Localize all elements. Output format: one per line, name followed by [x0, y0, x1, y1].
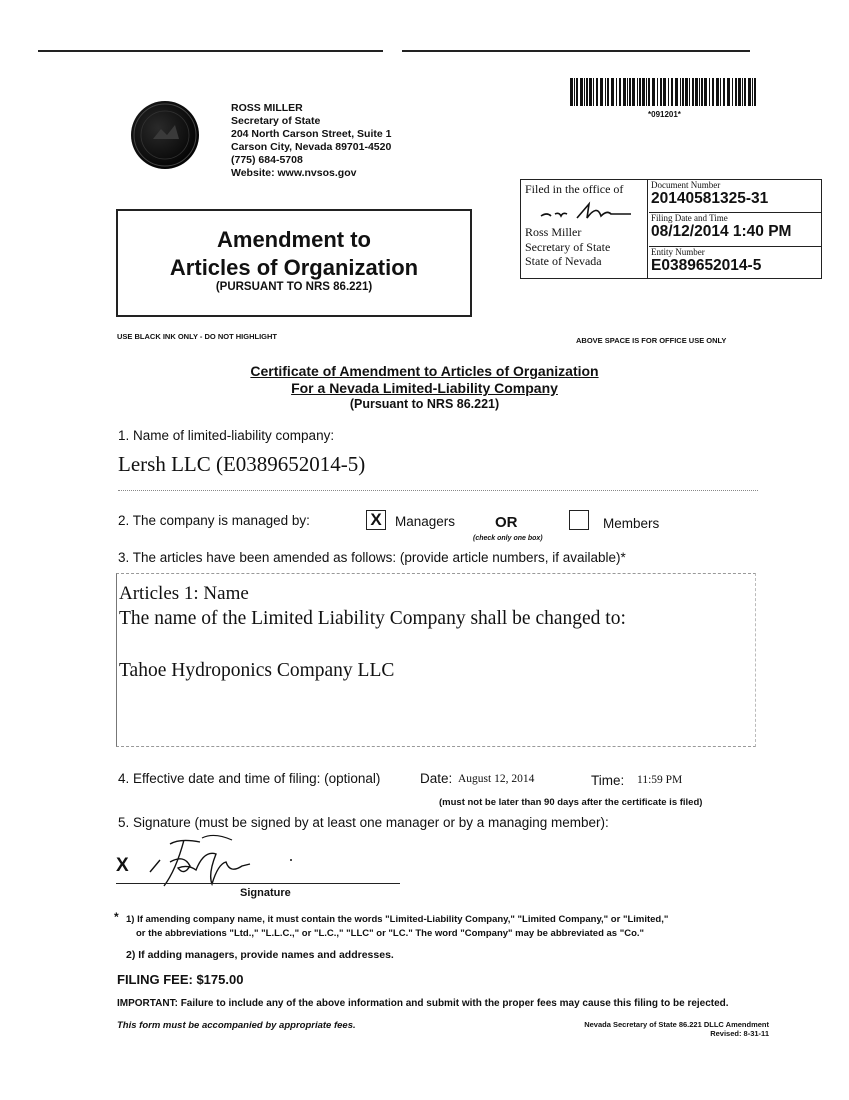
barcode-bar: [735, 78, 737, 106]
document-number: 20140581325-31: [651, 190, 769, 207]
filed-in-label: Filed in the office of: [525, 182, 624, 196]
footnote-star: *: [114, 910, 119, 924]
filing-date: 08/12/2014 1:40 PM: [651, 223, 792, 240]
footnote1-line1: 1) If amending company name, it must contain the words "Limited-Liability Company," "Limited Company," or "Limited,": [126, 914, 669, 925]
q4-label: 4. Effective date and time of filing: (optional): [118, 771, 381, 786]
office-use-notice: ABOVE SPACE IS FOR OFFICE USE ONLY: [576, 336, 727, 345]
barcode-bar: [695, 78, 698, 106]
form-title-line2: Articles of Organization: [169, 255, 419, 280]
barcode-bar: [682, 78, 684, 106]
certificate-line1: Certificate of Amendment to Articles of Organization: [250, 363, 599, 379]
address-line2: Carson City, Nevada 89701-4520: [231, 141, 392, 153]
form-title-box: [116, 209, 472, 317]
time-label: Time:: [591, 773, 625, 788]
filed-office: [521, 180, 648, 278]
document-number-cell: [649, 180, 821, 213]
managers-label: Managers: [395, 514, 456, 529]
barcode-bar: [732, 78, 733, 106]
signature-line[interactable]: [116, 883, 400, 884]
document-number-label: Document Number: [651, 180, 721, 190]
secretary-title: Secretary of State: [231, 115, 321, 127]
check-only-one-note: (check only one box): [473, 535, 543, 542]
top-rule-right: [402, 50, 750, 52]
or-label: OR: [495, 514, 518, 531]
barcode-bar: [632, 78, 635, 106]
secretary-info: [231, 102, 391, 180]
barcode-bar: [623, 78, 626, 106]
address-line1: 204 North Carson Street, Suite 1: [231, 128, 392, 140]
barcode-bar: [720, 78, 721, 106]
members-label: Members: [603, 516, 660, 531]
barcode-bar: [627, 78, 628, 106]
top-rule-left: [38, 50, 383, 52]
barcode-bar: [742, 78, 743, 106]
barcode-bar: [671, 78, 673, 106]
barcode-bar: [619, 78, 621, 106]
barcode-bar: [600, 78, 603, 106]
fee-accompany-note: This form must be accompanied by appropriate fees.: [117, 1020, 356, 1031]
q3-label: 3. The articles have been amended as follows: (provide article numbers, if available)*: [118, 550, 626, 565]
barcode-bar: [586, 78, 588, 106]
signature-x-mark: X: [116, 855, 129, 876]
barcode-bar: [605, 78, 606, 106]
barcode-bar: [754, 78, 756, 106]
barcode-bar: [668, 78, 669, 106]
barcode-bar: [692, 78, 694, 106]
entity-number-cell: [649, 247, 821, 278]
barcode-bar: [607, 78, 609, 106]
filing-date-cell: [649, 213, 821, 247]
entity-number: E0389652014-5: [651, 257, 762, 274]
footnote1-line2: or the abbreviations "Ltd.," "L.L.C.," or "L.C.," "LLC" or "LC." The word "Company" may be abbreviated as "Co.": [136, 928, 645, 939]
barcode-bar: [584, 78, 585, 106]
form-title-pursuant: (PURSUANT TO NRS 86.221): [215, 281, 373, 293]
entity-number-label: Entity Number: [651, 247, 705, 257]
date-label: Date:: [420, 771, 453, 786]
barcode-bar: [642, 78, 645, 106]
filing-date-label: Filing Date and Time: [651, 213, 728, 223]
important-note: [117, 998, 729, 1009]
barcode-bar: [646, 78, 647, 106]
filing-stamp-box: [520, 179, 822, 279]
barcode-bar: [752, 78, 753, 106]
barcode-bar: [748, 78, 751, 106]
effective-date-field[interactable]: August 12, 2014: [458, 773, 535, 785]
company-name-field[interactable]: Lersh LLC (E0389652014-5): [118, 452, 366, 476]
barcode-bar: [596, 78, 598, 106]
form-id-text: Nevada Secretary of State 86.221 DLLC Amendment: [584, 1020, 769, 1029]
barcode-bar: [675, 78, 678, 106]
amendment-line2: The name of the Limited Liability Company shall be changed to:: [119, 608, 626, 629]
phone: (775) 684-5708: [231, 154, 303, 166]
signature-caption: Signature: [240, 887, 291, 899]
barcode-bar: [593, 78, 594, 106]
amendment-line3: Tahoe Hydroponics Company LLC: [119, 660, 395, 681]
barcode-bar: [574, 78, 575, 106]
signature-scrawl-icon: [140, 832, 310, 894]
barcode-bar: [639, 78, 641, 106]
barcode-bar: [611, 78, 614, 106]
barcode-bar: [744, 78, 746, 106]
barcode-bar: [738, 78, 741, 106]
ink-notice: USE BLACK INK ONLY - DO NOT HIGHLIGHT: [117, 332, 278, 341]
barcode-bar: [723, 78, 725, 106]
secretary-name: ROSS MILLER: [231, 102, 303, 114]
barcode-bar: [657, 78, 658, 106]
barcode-bar: [709, 78, 710, 106]
official-signature-icon: [537, 200, 637, 226]
certificate-heading-line1: [0, 363, 849, 379]
barcode-bar: [629, 78, 631, 106]
barcode-bar: [712, 78, 714, 106]
barcode-bar: [663, 78, 666, 106]
barcode: [570, 78, 758, 106]
website: Website: www.nvsos.gov: [231, 167, 357, 179]
q2-label: 2. The company is managed by:: [118, 513, 310, 528]
barcode-bar: [589, 78, 592, 106]
form-id: [584, 1020, 769, 1038]
certificate-line3: (Pursuant to NRS 86.221): [349, 397, 500, 411]
q5-label: 5. Signature (must be signed by at least one manager or by a managing member):: [118, 815, 609, 830]
barcode-bar: [680, 78, 681, 106]
barcode-bar: [637, 78, 638, 106]
barcode-bar: [652, 78, 655, 106]
barcode-bar: [570, 78, 573, 106]
barcode-bar: [685, 78, 688, 106]
barcode-bar: [580, 78, 583, 106]
official-name: Ross Miller: [525, 225, 582, 239]
barcode-bar: [704, 78, 707, 106]
q1-label: 1. Name of limited-liability company:: [118, 428, 335, 443]
managers-checkbox[interactable]: [366, 510, 386, 530]
barcode-bar: [616, 78, 617, 106]
barcode-bar: [727, 78, 730, 106]
form-revised: Revised: 8-31-11: [710, 1029, 769, 1038]
q1-underline: [118, 490, 758, 491]
certificate-line2: For a Nevada Limited-Liability Company: [291, 380, 558, 396]
effective-time-field[interactable]: 11:59 PM: [637, 774, 683, 786]
form-title-line1: Amendment to: [217, 227, 371, 252]
barcode-bar: [648, 78, 650, 106]
footnote2: 2) If adding managers, provide names and addresses.: [126, 949, 394, 961]
state-seal-icon: [131, 101, 199, 169]
official-state: State of Nevada: [525, 254, 602, 268]
barcode-bar: [689, 78, 690, 106]
date-limit-note: (must not be later than 90 days after the certificate is filed): [439, 797, 703, 808]
certificate-heading-line2: [0, 380, 849, 396]
managers-check-mark: X: [370, 510, 382, 529]
official-title: Secretary of State: [525, 239, 611, 254]
barcode-bar: [716, 78, 719, 106]
amendment-line1: Articles 1: Name: [119, 583, 249, 604]
filing-fee: FILING FEE: $175.00: [117, 972, 244, 987]
barcode-bar: [576, 78, 578, 106]
barcode-bar: [701, 78, 703, 106]
barcode-bar: [699, 78, 700, 106]
important-label: IMPORTANT:: [117, 998, 178, 1009]
barcode-bar: [660, 78, 662, 106]
members-checkbox[interactable]: [569, 510, 589, 530]
important-text: Failure to include any of the above information and submit with the proper fees may cause this filing to be rejected.: [177, 998, 729, 1009]
barcode-number: *091201*: [648, 110, 681, 119]
